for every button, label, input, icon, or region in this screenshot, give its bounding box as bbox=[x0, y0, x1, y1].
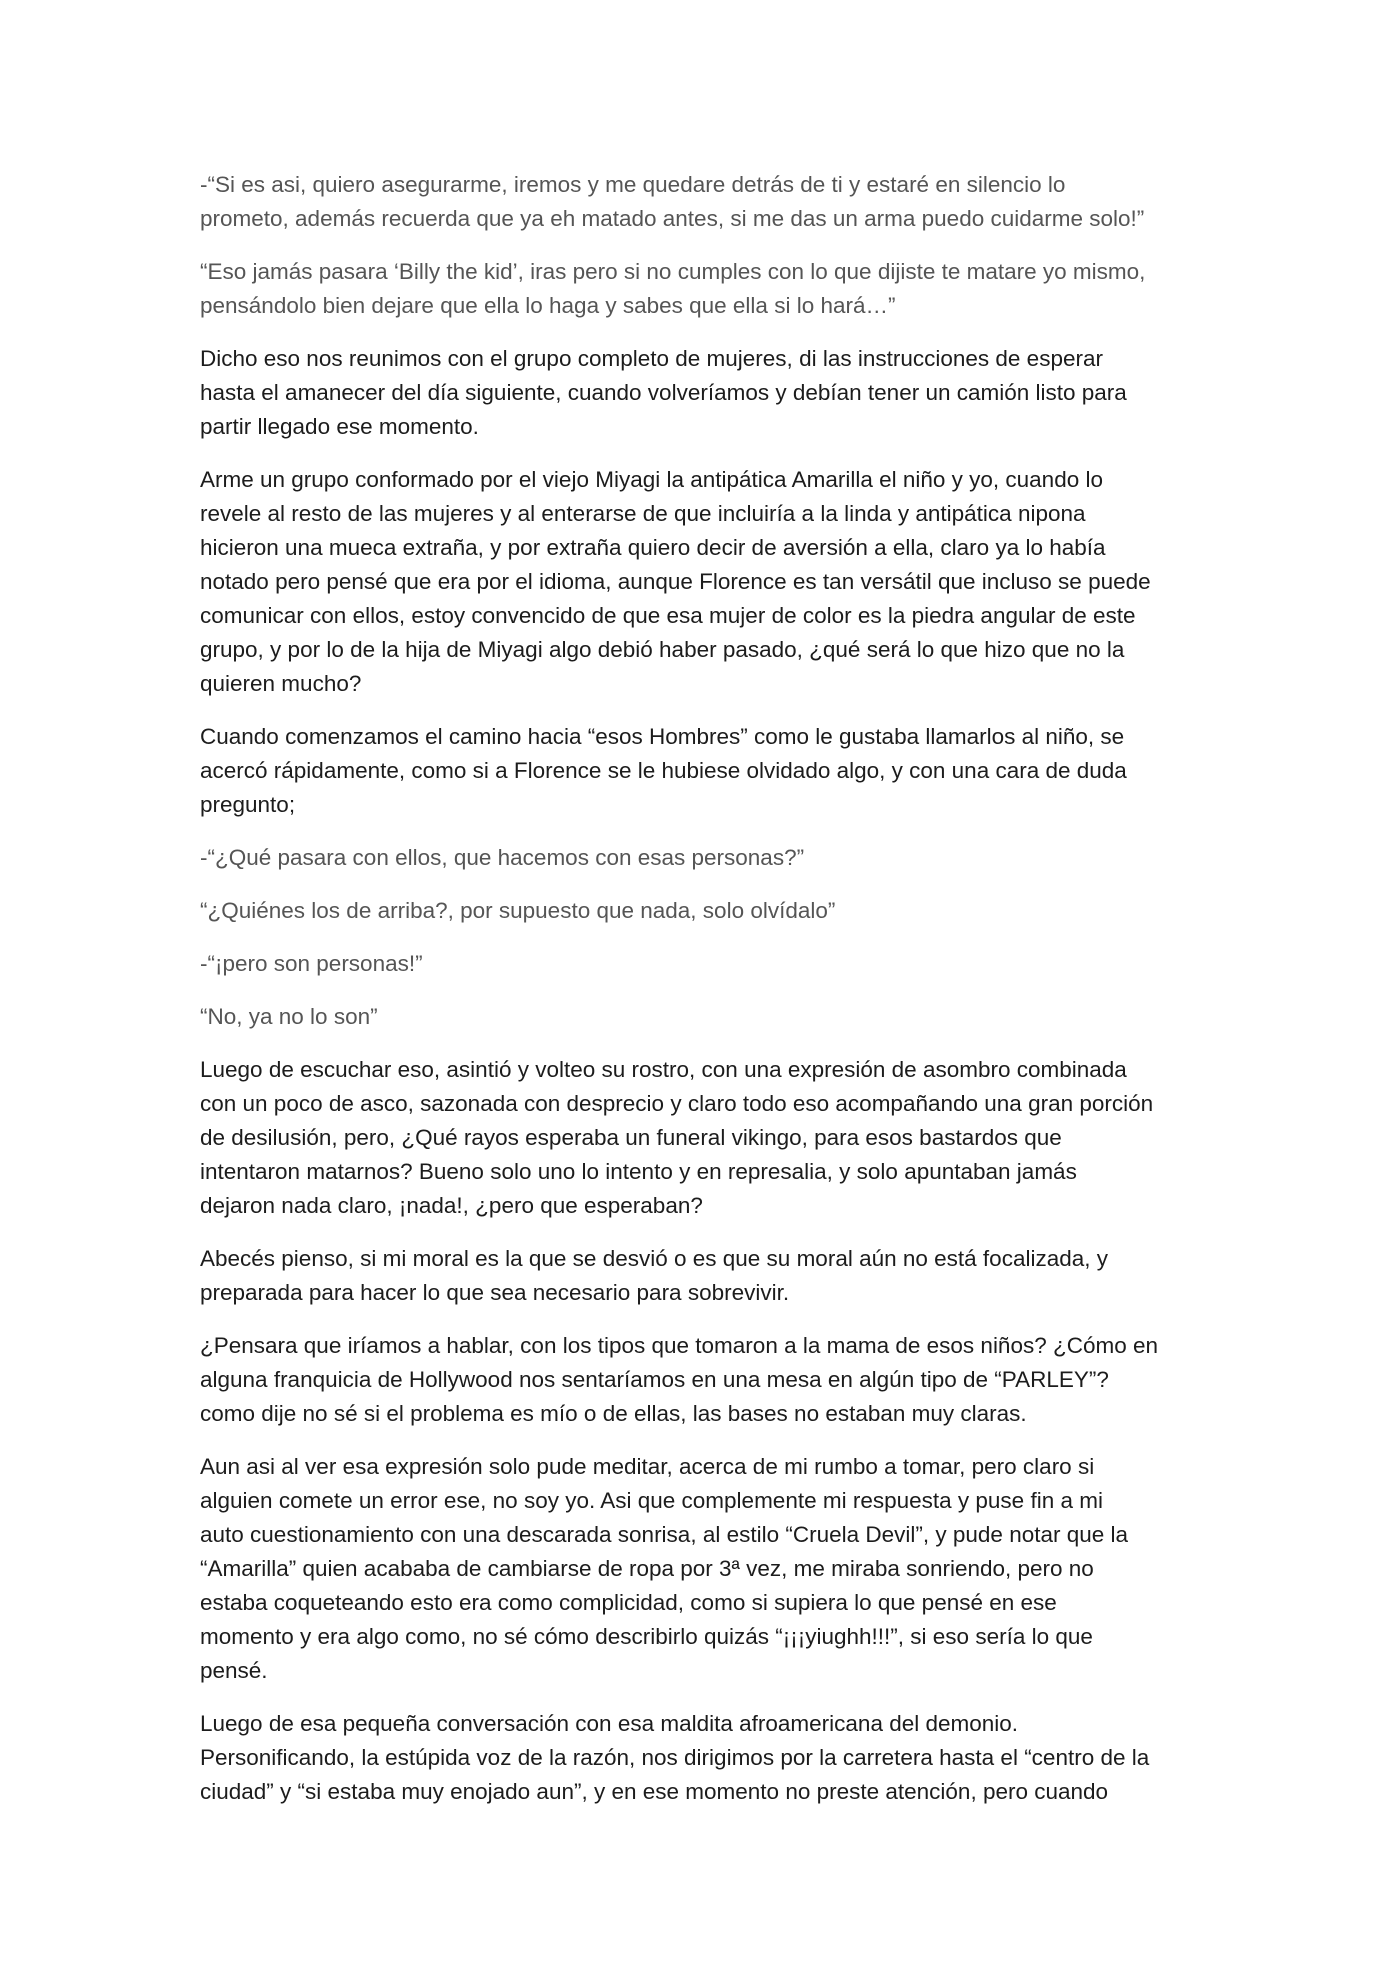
paragraph-narrative: Cuando comenzamos el camino hacia “esos Hombres” como le gustaba llamarlos al niño, se acercó rápidamente, como si a Florence se le hubiese olvidado algo, y con una cara de duda pregunto; bbox=[200, 724, 1127, 817]
paragraph-narrative: Aun asi al ver esa expresión solo pude meditar, acerca de mi rumbo a tomar, pero claro si alguien comete un error ese, no soy yo. Asi que complemente mi respuesta y puse fin a mi auto cuestionamiento con una descarada sonrisa, al estilo “Cruela Devil”, y pude notar que la “Amarilla” quien acababa de cambiarse de ropa por 3ª vez, me miraba sonriendo, pero no estaba coqueteando esto era como complicidad, como si supiera lo que pensé en ese momento y era algo como, no sé cómo describirlo quizás “¡¡¡yiughh!!!”, si eso sería lo que pensé. bbox=[200, 1454, 1129, 1683]
paragraph-dialog: “No, ya no lo son” bbox=[200, 1004, 378, 1029]
paragraph-narrative: Abecés pienso, si mi moral es la que se desvió o es que su moral aún no está focalizada, y preparada para hacer lo que sea necesario para sobrevivir. bbox=[200, 1246, 1108, 1305]
paragraph-narrative: Luego de escuchar eso, asintió y volteo su rostro, con una expresión de asombro combinada con un poco de asco, sazonada con desprecio y claro todo eso acompañando una gran porción de desilusión, pero, ¿Qué rayos esperaba un funeral vikingo, para esos bastardos que intentaron matarnos? Bueno solo uno lo intento y en represalia, y solo apuntaban jamás dejaron nada claro, ¡nada!, ¿pero que esperaban? bbox=[200, 1057, 1154, 1218]
paragraph-dialog: “Eso jamás pasara ‘Billy the kid’, iras pero si no cumples con lo que dijiste te matare yo mismo, pensándolo bien dejare que ella lo haga y sabes que ella si lo hará…” bbox=[200, 259, 1146, 318]
paragraph-dialog: -“Si es asi, quiero asegurarme, iremos y me quedare detrás de ti y estaré en silencio lo prometo, además recuerda que ya eh matado antes, si me das un arma puedo cuidarme solo!” bbox=[200, 172, 1145, 231]
paragraph-narrative: Luego de esa pequeña conversación con esa maldita afroamericana del demonio. Personificando, la estúpida voz de la razón, nos dirigimos por la carretera hasta el “centro de la ciudad” y “si estaba muy enojado aun”, y en ese momento no preste atención, pero cuando bbox=[200, 1711, 1150, 1804]
paragraph-dialog: -“¿Qué pasara con ellos, que hacemos con esas personas?” bbox=[200, 845, 805, 870]
paragraph-dialog: -“¡pero son personas!” bbox=[200, 951, 423, 976]
document-page bbox=[200, 168, 1210, 1828]
paragraph-narrative: Dicho eso nos reunimos con el grupo completo de mujeres, di las instrucciones de esperar hasta el amanecer del día siguiente, cuando volveríamos y debían tener un camión listo para partir llegado ese momento. bbox=[200, 346, 1127, 439]
paragraph-narrative: Arme un grupo conformado por el viejo Miyagi la antipática Amarilla el niño y yo, cuando lo revele al resto de las mujeres y al enterarse de que incluiría a la linda y antipática nipona hicieron una mueca extraña, y por extraña quiero decir de aversión a ella, claro ya lo había notado pero pensé que era por el idioma, aunque Florence es tan versátil que incluso se puede comunicar con ellos, estoy convencido de que esa mujer de color es la piedra angular de este grupo, y por lo de la hija de Miyagi algo debió haber pasado, ¿qué será lo que hizo que no la quieren mucho? bbox=[200, 467, 1151, 696]
paragraph-narrative: ¿Pensara que iríamos a hablar, con los tipos que tomaron a la mama de esos niños? ¿Cómo en alguna franquicia de Hollywood nos sentaríamos en una mesa en algún tipo de “PARLEY”? como dije no sé si el problema es mío o de ellas, las bases no estaban muy claras. bbox=[200, 1333, 1159, 1426]
paragraph-dialog: “¿Quiénes los de arriba?, por supuesto que nada, solo olvídalo” bbox=[200, 898, 836, 923]
